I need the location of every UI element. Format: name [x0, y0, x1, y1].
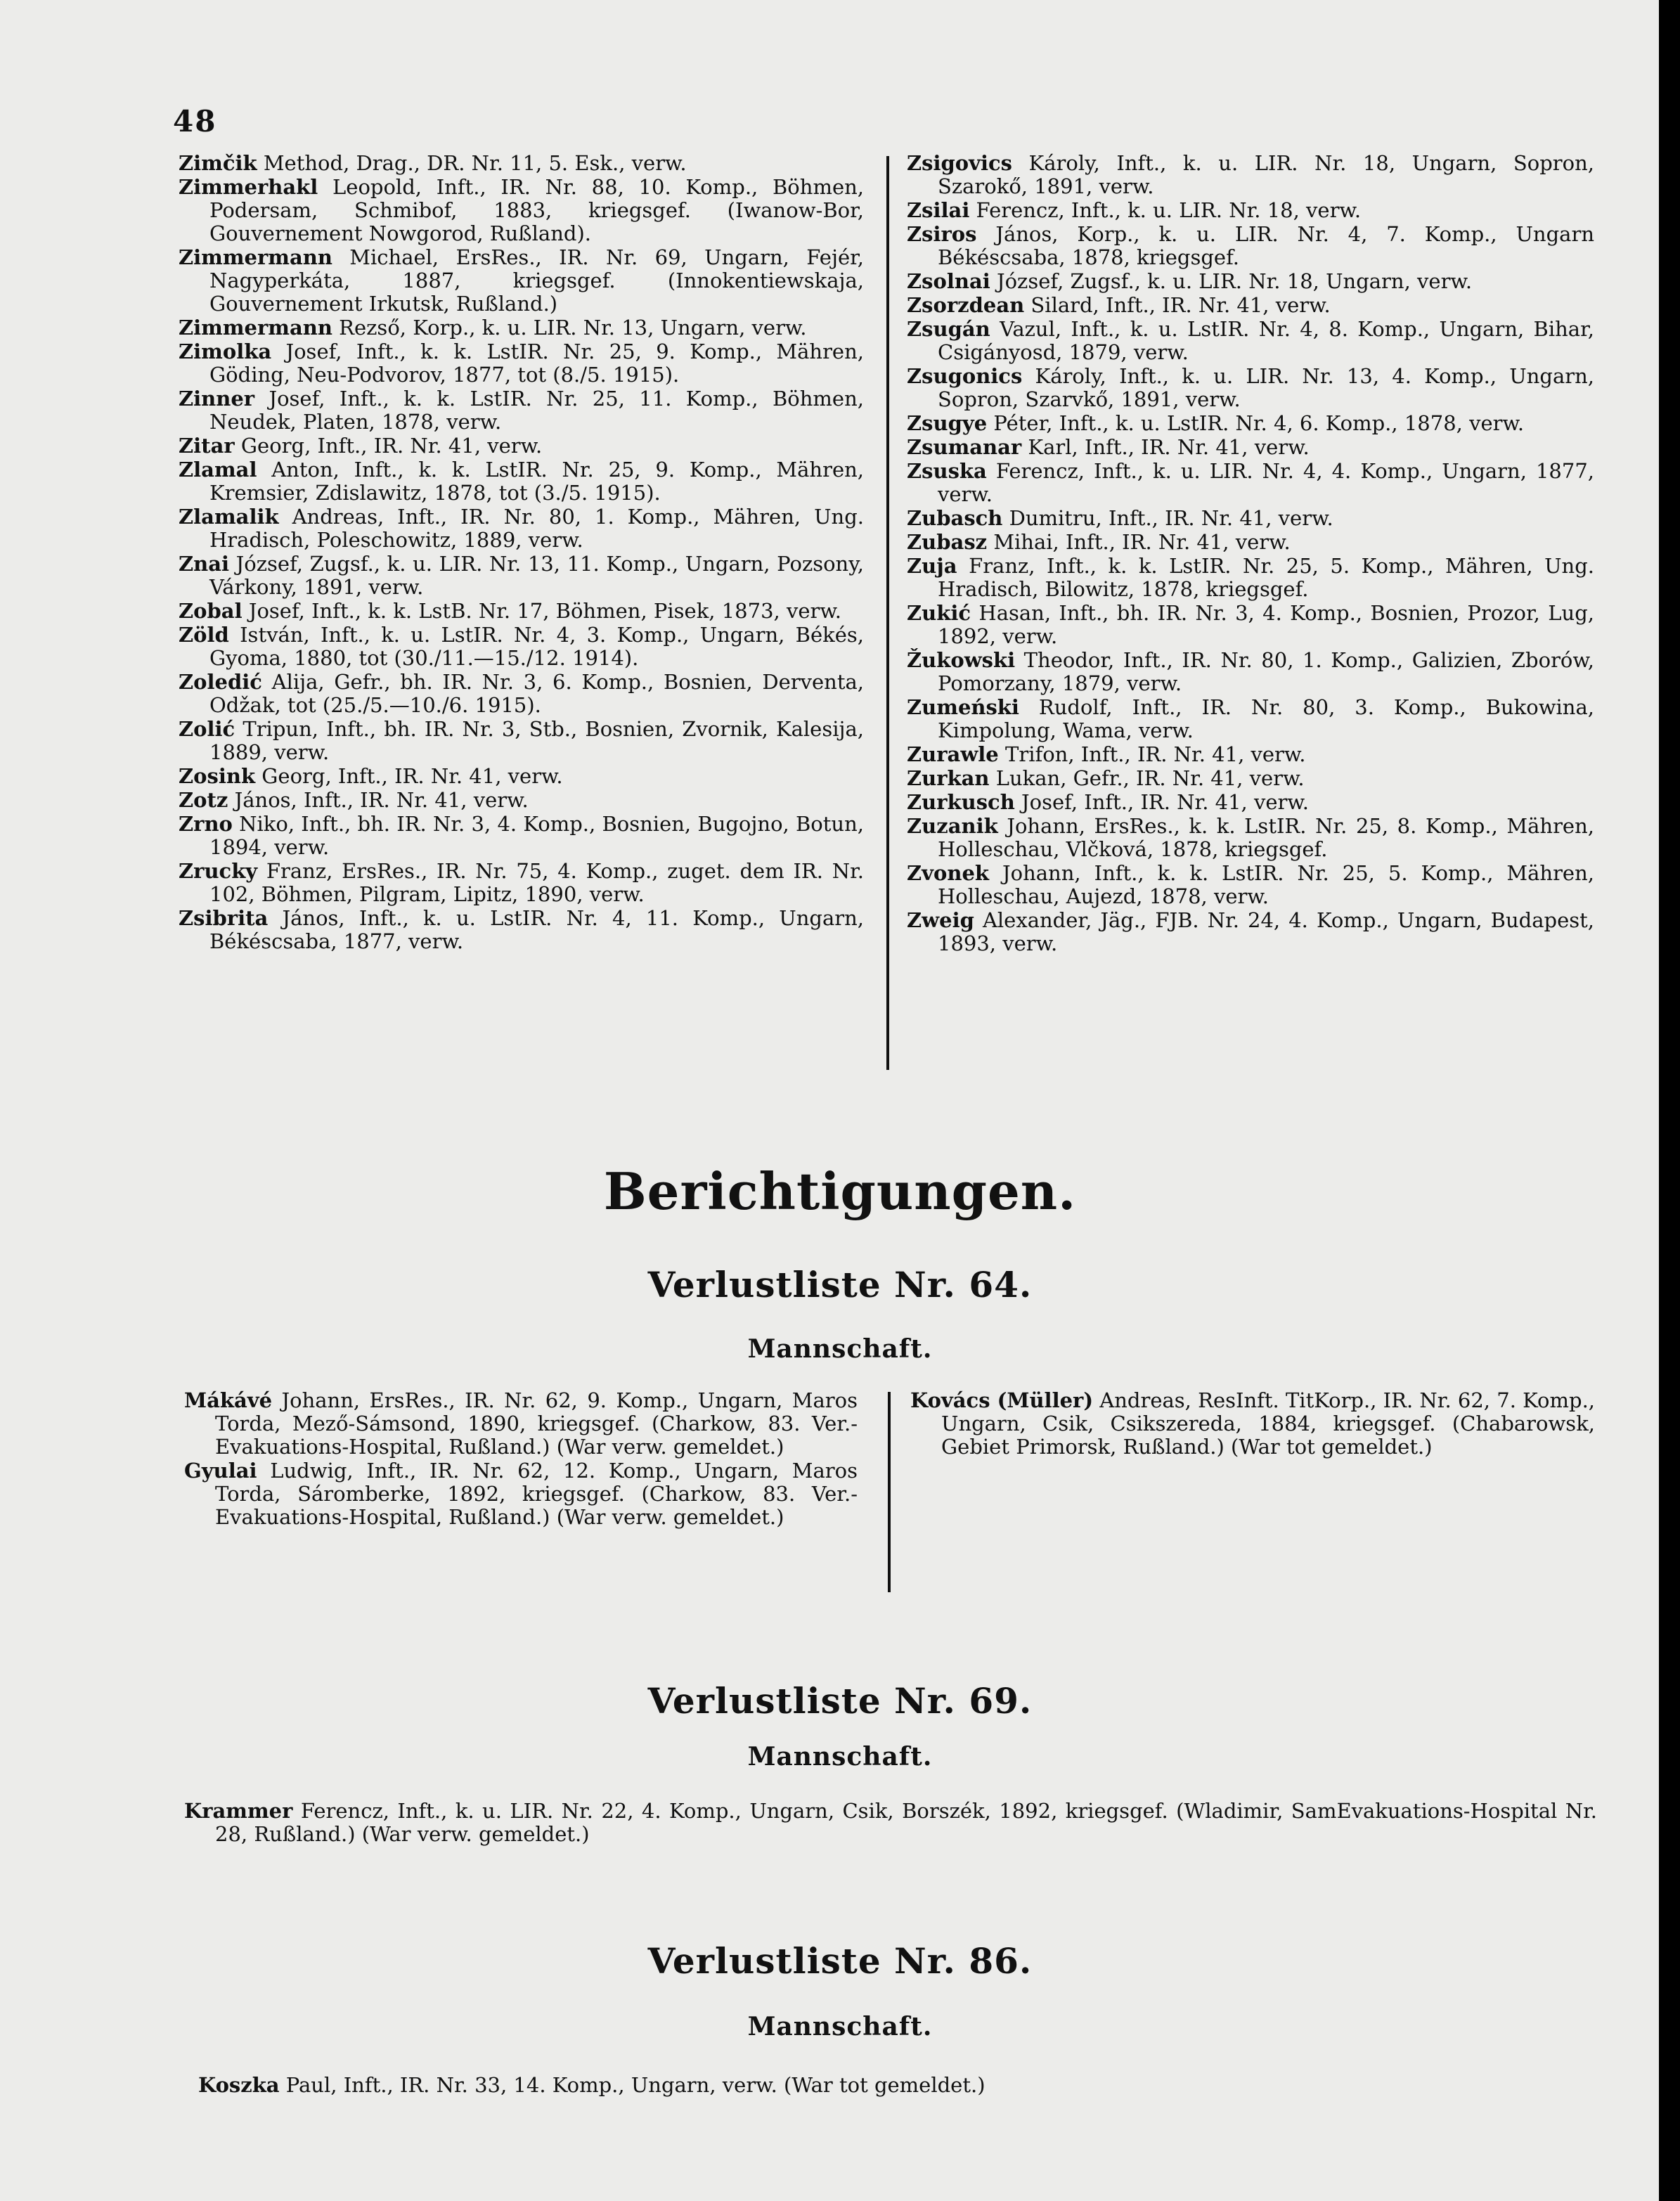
entry-details: Andreas, ResInft. TitKorp., IR. Nr. 62, 7. Komp., Ungarn, Csik, Csikszereda, 1884, kriegsgef. (Chabarowsk, Gebiet Primorsk, Rußland.) (War tot gemeldet.)	[941, 1388, 1596, 1459]
entry-name: Znai	[179, 552, 230, 576]
entry-name: Zsugye	[907, 411, 988, 435]
entry-details: Andreas, Inft., IR. Nr. 80, 1. Komp., Mähren, Ung. Hradisch, Poleschowitz, 1889, verw.	[209, 505, 864, 552]
list-entry	[907, 412, 1594, 435]
entry-details: Josef, Inft., k. k. LstIR. Nr. 25, 9. Komp., Mähren, Göding, Neu-Podvorov, 1877, tot (8./5. 1915).	[209, 340, 864, 387]
entry-details: Dumitru, Inft., IR. Nr. 41, verw.	[1002, 506, 1333, 530]
list-entry	[179, 907, 864, 953]
entry-details: Ferencz, Inft., k. u. LIR. Nr. 18, verw.	[969, 198, 1362, 222]
entry-details: Franz, ErsRes., IR. Nr. 75, 4. Komp., zuget. dem IR. Nr. 102, Böhmen, Pilgram, Lipitz, 1890, verw.	[209, 859, 864, 906]
entry-details: József, Zugsf., k. u. LIR. Nr. 18, Ungarn, verw.	[990, 269, 1473, 293]
entry-name: Zöld	[179, 623, 229, 647]
entry-details: Lukan, Gefr., IR. Nr. 41, verw.	[989, 766, 1305, 790]
list-entry	[907, 696, 1594, 742]
entry-details: Johann, ErsRes., IR. Nr. 62, 9. Komp., Ungarn, Maros Torda, Mező-Sámsond, 1890, kriegsgef. (Charkow, 83. Ver.-Evakuations-Hospital, Rußland.) (War verw. gemeldet.)	[215, 1388, 858, 1459]
entry-name: Zubasz	[907, 530, 988, 554]
entry-details: Franz, Inft., k. k. LstIR. Nr. 25, 5. Komp., Mähren, Ung. Hradisch, Bilowitz, 1878, kriegsgef.	[938, 554, 1594, 601]
entry-name: Zinner	[179, 387, 255, 411]
list-86-heading: Verlustliste Nr. 86.	[647, 1940, 1033, 1982]
list-entry	[179, 600, 864, 623]
entry-name: Žukowski	[907, 648, 1016, 672]
list-entry	[179, 718, 864, 764]
entry-details: Michael, ErsRes., IR. Nr. 69, Ungarn, Fejér, Nagyperkáta, 1887, kriegsgef. (Innokentiewskaja, Gouvernement Irkutsk, Rußland.)	[209, 245, 864, 316]
entry-name: Zuja	[907, 554, 957, 578]
list-entry	[184, 1459, 858, 1529]
entry-name: Zrno	[179, 812, 233, 836]
list-64-divider	[888, 1392, 891, 1592]
list-entry	[907, 767, 1594, 790]
list-entry	[179, 505, 864, 552]
list-entry	[179, 553, 864, 599]
entry-name: Zimčik	[179, 151, 257, 175]
entry-name: Zobal	[179, 599, 243, 623]
entry-name: Zsolnai	[907, 269, 990, 293]
list-entry	[907, 507, 1594, 530]
entry-details: Vazul, Inft., k. u. LstIR. Nr. 4, 8. Komp., Ungarn, Bihar, Csigányosd, 1879, verw.	[938, 317, 1594, 364]
entry-details: Ferencz, Inft., k. u. LIR. Nr. 4, 4. Komp., Ungarn, 1877, verw.	[938, 459, 1594, 506]
entry-name: Zosink	[179, 764, 256, 788]
entry-name: Zsuska	[907, 459, 987, 483]
entry-name: Zsilai	[907, 198, 970, 222]
list-entry	[184, 1389, 858, 1459]
right-column	[907, 152, 1594, 956]
list-entry	[907, 743, 1594, 766]
list-entry	[198, 2074, 1597, 2097]
entry-details: Hasan, Inft., bh. IR. Nr. 3, 4. Komp., Bosnien, Prozor, Lug, 1892, verw.	[938, 601, 1594, 648]
entry-details: Trifon, Inft., IR. Nr. 41, verw.	[998, 742, 1306, 766]
entry-name: Zsigovics	[907, 151, 1012, 175]
list-entry	[907, 909, 1594, 955]
entry-details: Károly, Inft., k. u. LIR. Nr. 18, Ungarn, Sopron, Szarokő, 1891, verw.	[938, 151, 1594, 198]
list-entry	[907, 815, 1594, 861]
list-entry	[907, 862, 1594, 908]
list-entry	[907, 223, 1594, 269]
entry-details: Method, Drag., DR. Nr. 11, 5. Esk., verw.	[257, 151, 687, 175]
list-entry	[907, 152, 1594, 198]
entry-name: Zoledić	[179, 670, 262, 694]
entry-details: Alexander, Jäg., FJB. Nr. 24, 4. Komp., Ungarn, Budapest, 1893, verw.	[938, 908, 1594, 955]
list-entry	[907, 365, 1594, 411]
entry-name: Zimmerhakl	[179, 175, 318, 199]
entry-name: Zukić	[907, 601, 971, 625]
entry-details: János, Inft., IR. Nr. 41, verw.	[228, 788, 529, 812]
list-entry	[179, 860, 864, 906]
entry-name: Zurkan	[907, 766, 990, 790]
entry-name: Zsorzdean	[907, 293, 1025, 317]
list-entry	[907, 531, 1594, 554]
entry-details: Károly, Inft., k. u. LIR. Nr. 13, 4. Komp., Ungarn, Sopron, Szarvkő, 1891, verw.	[938, 364, 1594, 411]
entry-name: Kovács (Müller)	[910, 1388, 1094, 1412]
list-entry	[907, 649, 1594, 695]
entry-name: Zsugonics	[907, 364, 1023, 388]
list-entry	[179, 458, 864, 505]
entry-details: Ludwig, Inft., IR. Nr. 62, 12. Komp., Ungarn, Maros Torda, Sáromberke, 1892, kriegsgef. (Charkow, 83. Ver.-Evakuations-Hospital, Rußland.) (War verw. gemeldet.)	[215, 1459, 858, 1529]
entry-name: Koszka	[198, 2073, 280, 2097]
left-column	[179, 152, 864, 954]
entry-details: Karl, Inft., IR. Nr. 41, verw.	[1021, 435, 1310, 459]
page-number: 48	[173, 104, 217, 138]
entry-name: Gyulai	[184, 1459, 257, 1483]
entry-details: Péter, Inft., k. u. LstIR. Nr. 4, 6. Komp., 1878, verw.	[987, 411, 1525, 435]
list-86-subheading: Mannschaft.	[747, 2012, 933, 2041]
list-64-subheading: Mannschaft.	[747, 1334, 933, 1364]
list-64-heading: Verlustliste Nr. 64.	[647, 1264, 1033, 1305]
entry-name: Zsiros	[907, 222, 977, 246]
list-entry	[907, 555, 1594, 601]
list-69-heading: Verlustliste Nr. 69.	[647, 1680, 1033, 1722]
entry-name: Zimolka	[179, 340, 272, 363]
entry-details: Leopold, Inft., IR. Nr. 88, 10. Komp., Böhmen, Podersam, Schmibof, 1883, kriegsgef. (Iwanow-Bor, Gouvernement Nowgorod, Rußland).	[209, 175, 864, 245]
entry-details: Rezső, Korp., k. u. LIR. Nr. 13, Ungarn, verw.	[332, 316, 807, 340]
entry-details: Paul, Inft., IR. Nr. 33, 14. Komp., Ungarn, verw. (War tot gemeldet.)	[279, 2073, 986, 2097]
entry-details: József, Zugsf., k. u. LIR. Nr. 13, 11. Komp., Ungarn, Pozsony, Várkony, 1891, verw.	[209, 552, 864, 599]
list-entry	[179, 789, 864, 812]
entry-name: Zimmermann	[179, 316, 332, 340]
entry-name: Zurkusch	[907, 790, 1015, 814]
list-entry	[179, 765, 864, 788]
list-entry	[179, 246, 864, 316]
list-entry	[179, 152, 864, 175]
entry-details: Niko, Inft., bh. IR. Nr. 3, 4. Komp., Bosnien, Bugojno, Botun, 1894, verw.	[209, 812, 864, 859]
entry-name: Zuzanik	[907, 814, 998, 838]
entry-details: János, Inft., k. u. LstIR. Nr. 4, 11. Komp., Ungarn, Békéscsaba, 1877, verw.	[209, 906, 864, 953]
entry-name: Zimmermann	[179, 245, 332, 269]
list-69-entries	[184, 1800, 1597, 1847]
list-entry	[184, 1800, 1597, 1846]
list-entry	[907, 460, 1594, 506]
entry-details: Tripun, Inft., bh. IR. Nr. 3, Stb., Bosnien, Zvornik, Kalesija, 1889, verw.	[209, 717, 864, 764]
entry-name: Zurawle	[907, 742, 999, 766]
list-entry	[907, 791, 1594, 814]
entry-details: Anton, Inft., k. k. LstIR. Nr. 25, 9. Komp., Mähren, Kremsier, Zdislawitz, 1878, tot (3./5. 1915).	[209, 458, 864, 505]
list-entry	[907, 199, 1594, 222]
entry-details: Johann, Inft., k. k. LstIR. Nr. 25, 5. Komp., Mähren, Holleschau, Aujezd, 1878, verw.	[938, 861, 1594, 908]
list-entry	[907, 436, 1594, 459]
entry-name: Zotz	[179, 788, 228, 812]
entry-name: Zlamal	[179, 458, 257, 482]
list-entry	[910, 1389, 1595, 1459]
list-69-subheading: Mannschaft.	[747, 1742, 933, 1771]
list-entry	[907, 294, 1594, 317]
entry-details: Georg, Inft., IR. Nr. 41, verw.	[234, 434, 543, 458]
column-divider	[886, 156, 889, 1070]
entry-details: Ferencz, Inft., k. u. LIR. Nr. 22, 4. Komp., Ungarn, Csik, Borszék, 1892, kriegsgef. (Wladimir, SamEvakuations-Hospital Nr. 28, Rußland.) (War verw. gemeldet.)	[215, 1799, 1597, 1846]
entry-name: Zsumanar	[907, 435, 1022, 459]
list-64-right-column	[910, 1389, 1595, 1459]
list-entry	[907, 270, 1594, 293]
entry-details: István, Inft., k. u. LstIR. Nr. 4, 3. Komp., Ungarn, Békés, Gyoma, 1880, tot (30./11.—15./12. 1914).	[209, 623, 864, 670]
list-entry	[179, 176, 864, 245]
entry-details: Josef, Inft., k. k. LstIR. Nr. 25, 11. Komp., Böhmen, Neudek, Platen, 1878, verw.	[209, 387, 864, 434]
entry-name: Zlamalik	[179, 505, 279, 529]
entry-details: Mihai, Inft., IR. Nr. 41, verw.	[987, 530, 1291, 554]
list-entry	[907, 602, 1594, 648]
entry-details: Rudolf, Inft., IR. Nr. 80, 3. Komp., Bukowina, Kimpolung, Wama, verw.	[938, 695, 1594, 742]
entry-name: Zvonek	[907, 861, 989, 885]
entry-name: Zitar	[179, 434, 235, 458]
entry-name: Zsibrita	[179, 906, 269, 930]
entry-details: Alija, Gefr., bh. IR. Nr. 3, 6. Komp., Bosnien, Derventa, Odžak, tot (25./5.—10./6. 1915).	[209, 670, 864, 717]
entry-name: Zubasch	[907, 506, 1003, 530]
entry-name: Zolić	[179, 717, 235, 741]
entry-details: Silard, Inft., IR. Nr. 41, verw.	[1024, 293, 1331, 317]
list-entry	[179, 434, 864, 458]
entry-name: Zsugán	[907, 317, 990, 341]
entry-details: Johann, ErsRes., k. k. LstIR. Nr. 25, 8. Komp., Mähren, Holleschau, Vlčková, 1878, kriegsgef.	[938, 814, 1594, 861]
list-entry	[179, 340, 864, 387]
entry-details: Georg, Inft., IR. Nr. 41, verw.	[255, 764, 563, 788]
list-entry	[907, 318, 1594, 364]
entry-name: Mákávé	[184, 1388, 273, 1412]
entry-details: Josef, Inft., k. k. LstB. Nr. 17, Böhmen, Pisek, 1873, verw.	[242, 599, 841, 623]
list-entry	[179, 813, 864, 859]
entry-name: Zweig	[907, 908, 974, 932]
entry-details: Josef, Inft., IR. Nr. 41, verw.	[1014, 790, 1310, 814]
entry-details: Theodor, Inft., IR. Nr. 80, 1. Komp., Galizien, Zborów, Pomorzany, 1879, verw.	[938, 648, 1594, 695]
corrections-heading: Berichtigungen.	[603, 1161, 1077, 1221]
list-entry	[179, 624, 864, 670]
list-entry	[179, 671, 864, 717]
list-entry	[179, 387, 864, 434]
list-entry	[179, 316, 864, 340]
list-86-entries	[198, 2074, 1597, 2098]
list-64-left-column	[184, 1389, 858, 1530]
entry-details: János, Korp., k. u. LIR. Nr. 4, 7. Komp., Ungarn Békéscsaba, 1878, kriegsgef.	[938, 222, 1594, 269]
entry-name: Zumeński	[907, 695, 1019, 719]
entry-name: Zrucky	[179, 859, 258, 883]
entry-name: Krammer	[184, 1799, 293, 1823]
